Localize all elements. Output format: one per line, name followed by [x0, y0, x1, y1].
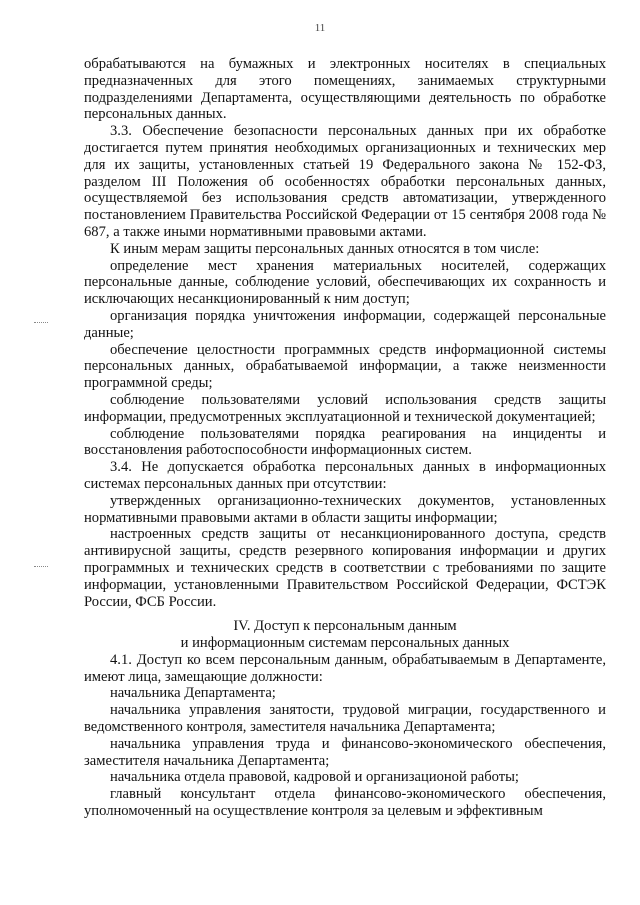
paragraph: определение мест хранения материальных носителей, содержащих персональные данные, соблюдение условий, обеспечивающих их сохранность и исключающих несанкционированный к ним доступ;	[84, 257, 606, 308]
section-heading	[84, 618, 606, 652]
margin-mark	[34, 322, 48, 324]
document-body	[84, 56, 606, 820]
paragraph: 3.4. Не допускается обработка персональных данных в информационных системах персональных данных при отсутствии:	[84, 459, 606, 492]
paragraph: 4.1. Доступ ко всем персональным данным, обрабатываемым в Департаменте, имеют лица, замещающие должности:	[84, 651, 606, 685]
paragraph: начальника управления труда и финансово-экономического обеспечения, заместителя начальника Департамента;	[84, 735, 606, 769]
paragraph: соблюдение пользователями порядка реагирования на инциденты и восстановления работоспособности информационных систем.	[84, 425, 606, 459]
paragraph: начальника отдела правовой, кадровой и организационой работы;	[110, 769, 519, 786]
paragraph: начальника Департамента;	[110, 685, 276, 702]
paragraph: главный консультант отдела финансово-экономического обеспечения, уполномоченный на осуществление контроля за целевым и эффективным	[84, 786, 606, 820]
paragraph: начальника управления занятости, трудовой миграции, государственного и ведомственного контроля, заместителя начальника Департамента;	[84, 702, 606, 736]
paragraph: утвержденных организационно-технических документов, установленных нормативными правовыми актами в области защиты информации;	[84, 492, 606, 526]
paragraph: обрабатываются на бумажных и электронных носителях в специальных предназначенных для этого помещениях, занимаемых структурными подразделениями Департамента, осуществляющими деятельность по обработке персональных данных.	[84, 56, 606, 123]
paragraph: настроенных средств защиты от несанкционированного доступа, средств антивирусной защиты, средств резервного копирования информации и других программных и технических средств в соответствии с требованиями по защите информации, установленными Правительством Российской Федерации, ФСТЭК России, ФСБ России.	[84, 526, 606, 610]
paragraph: обеспечение целостности программных средств информационной системы персональных данных, обрабатываемой информации, а также неизменности программной среды;	[84, 341, 606, 392]
paragraph: соблюдение пользователями условий использования средств защиты информации, предусмотренных эксплуатационной и технической документацией;	[84, 391, 606, 425]
paragraph: К иным мерам защиты персональных данных относятся в том числе:	[110, 240, 540, 257]
page-number: 11	[314, 22, 326, 34]
paragraph: организация порядка уничтожения информации, содержащей персональные данные;	[84, 307, 606, 341]
section-heading-line1: IV. Доступ к персональным данным	[233, 618, 457, 635]
section-heading-line2: и информационным системам персональных данных	[180, 635, 510, 652]
margin-mark	[34, 566, 48, 568]
paragraph: 3.3. Обеспечение безопасности персональных данных при их обработке достигается путем принятия необходимых организационных и технических мер для их защиты, установленных статьей 19 Федерального закона № 152-ФЗ, разделом III Положения об особенностях обработки персональных данных, осуществляемой без использования средств автоматизации, утвержденного постановлением Правительства Российской Федерации от 15 сентября 2008 года № 687, а также иными нормативными правовыми актами.	[84, 123, 606, 240]
